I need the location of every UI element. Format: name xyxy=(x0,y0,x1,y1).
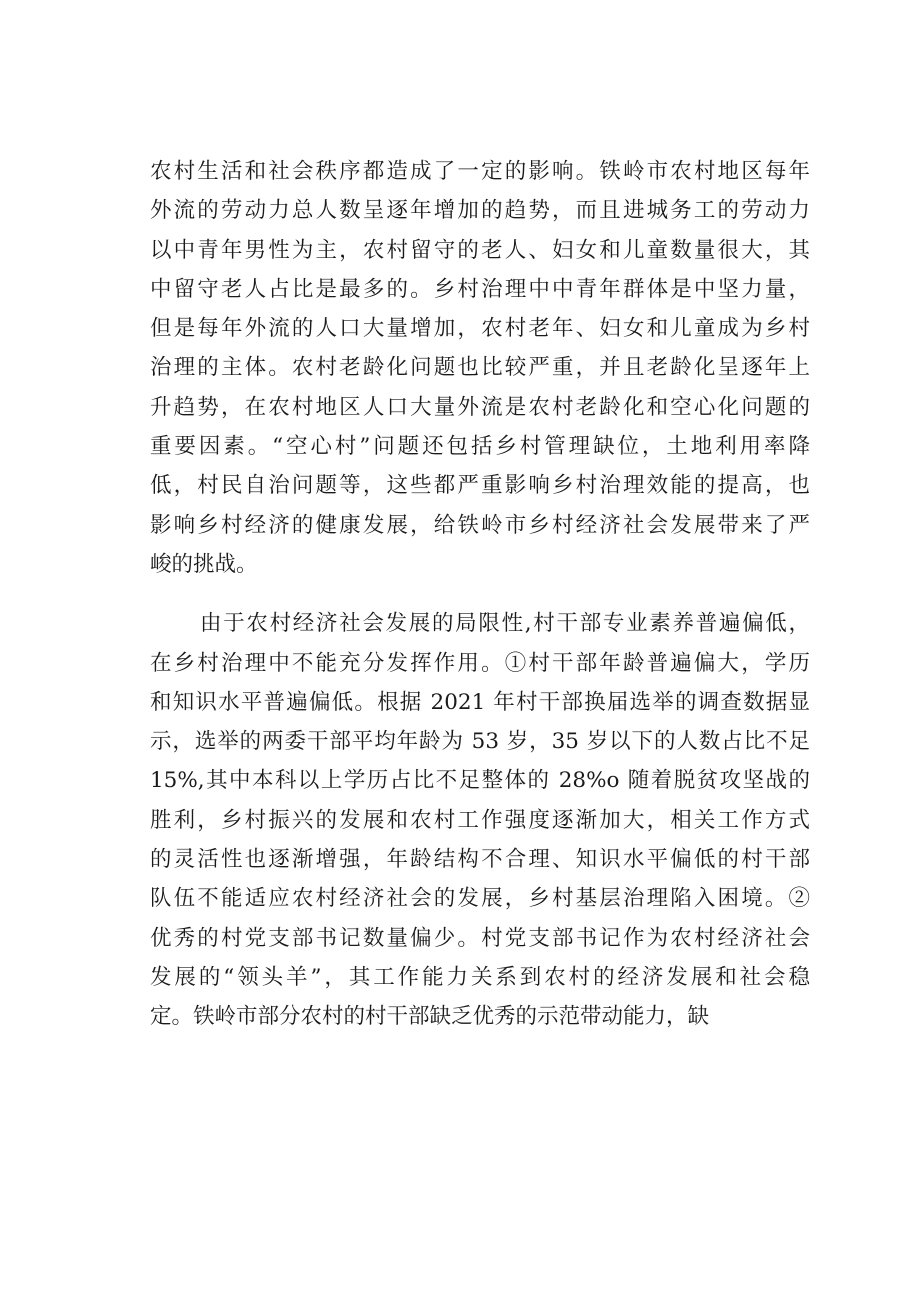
paragraph-line: 示，选举的两委干部平均年龄为 53 岁，35 岁以下的人数占比不足 xyxy=(150,729,810,755)
paragraph-line: 发展的“领头羊”，其工作能力关系到农村的经济发展和社会稳 xyxy=(150,964,810,990)
paragraph-line: 中留守老人占比是最多的。乡村治理中中青年群体是中坚力量， xyxy=(150,276,810,302)
paragraph-line: 但是每年外流的人口大量增加，农村老年、妇女和儿童成为乡村 xyxy=(150,316,810,342)
paragraph-line: 和知识水平普遍偏低。根据 2021 年村干部换届选举的调查数据显 xyxy=(150,689,810,715)
paragraph-line: 的灵活性也逐渐增强，年龄结构不合理、知识水平偏低的村干部 xyxy=(150,847,810,873)
paragraph-line: 外流的劳动力总人数呈逐年增加的趋势，而且进城务工的劳动力 xyxy=(150,198,810,224)
paragraph-line: 在乡村治理中不能充分发挥作用。①村干部年龄普遍偏大，学历 xyxy=(150,650,810,676)
paragraph-line: 治理的主体。农村老龄化问题也比较严重，并且老龄化呈逐年上 xyxy=(150,355,810,381)
body-text xyxy=(150,152,810,1037)
paragraph-1 xyxy=(150,152,810,584)
paragraph-line: 低，村民自治问题等，这些都严重影响乡村治理效能的提高，也 xyxy=(150,473,810,499)
paragraph-gap xyxy=(150,584,810,604)
paragraph-line: 定。铁岭市部分农村的村干部缺乏优秀的示范带动能力，缺 xyxy=(150,1004,710,1030)
paragraph-line: 以中青年男性为主，农村留守的老人、妇女和儿童数量很大，其 xyxy=(150,237,810,263)
paragraph-2 xyxy=(150,604,810,1036)
paragraph-line: 峻的挑战。 xyxy=(150,551,258,577)
paragraph-line: 影响乡村经济的健康发展，给铁岭市乡村经济社会发展带来了严 xyxy=(150,512,810,538)
paragraph-line: 15%,其中本科以上学历占比不足整体的 28%o 随着脱贫攻坚战的 xyxy=(150,768,810,794)
paragraph-line: 农村生活和社会秩序都造成了一定的影响。铁岭市农村地区每年 xyxy=(150,159,810,184)
paragraph-line: 由于农村经济社会发展的局限性,村干部专业素养普遍偏低， xyxy=(200,611,810,637)
paragraph-line: 重要因素。“空心村”问题还包括乡村管理缺位，土地利用率降 xyxy=(150,434,810,460)
paragraph-line: 队伍不能适应农村经济社会的发展，乡村基层治理陷入困境。② xyxy=(150,886,810,912)
paragraph-line: 升趋势，在农村地区人口大量外流是农村老龄化和空心化问题的 xyxy=(150,394,810,420)
paragraph-line: 胜利，乡村振兴的发展和农村工作强度逐渐加大，相关工作方式 xyxy=(150,807,810,833)
paragraph-line: 优秀的村党支部书记数量偏少。村党支部书记作为农村经济社会 xyxy=(150,925,810,951)
